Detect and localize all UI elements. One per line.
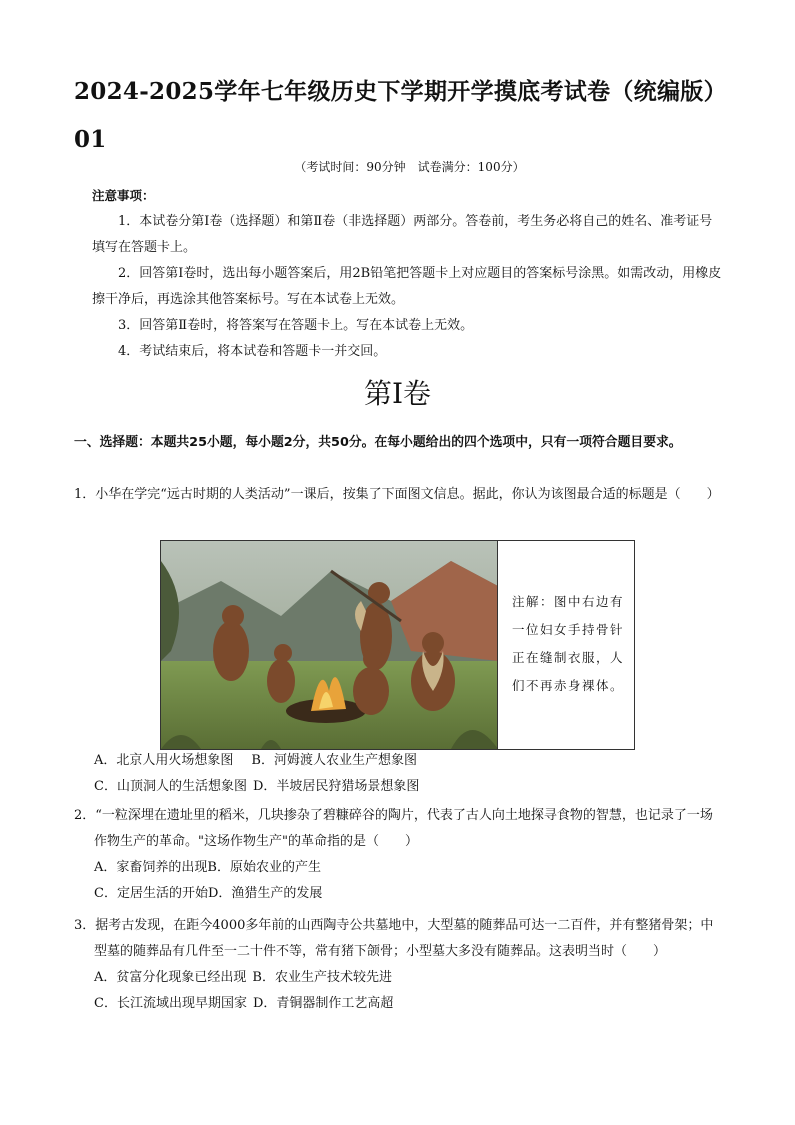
question-1-options [74,748,724,800]
option-row [74,855,724,881]
instructions-heading: 注意事项： [92,188,155,203]
question-1-figure [160,540,635,750]
instruction-item: 1．本试卷分第Ⅰ卷（选择题）和第Ⅱ卷（非选择题）两部分。答卷前，考生务必将自己的姓名、准考证号填写在答题卡上。 [92,214,713,255]
question-stem: 3．据考古发现，在距今4000多年前的山西陶寺公共墓地中，大型墓的随葬品可达一二百件，并有整猪骨架；中型墓的随葬品有几件至一二十件不等，常有猪下颌骨；小型墓大多没有随葬品。这表明当时（ ） [74,918,714,959]
option-d[interactable]: D．青铜器制作工艺高超 [252,996,394,1011]
instruction-item: 2．回答第Ⅰ卷时，选出每小题答案后，用2B铅笔把答题卡上对应题目的答案标号涂黑。如需改动，用橡皮擦干净后，再选涂其他答案标号。写在本试卷上无效。 [92,266,722,307]
volume-title: 第Ⅰ卷 [363,377,432,410]
option-c[interactable]: C．定居生活的开始 [94,886,208,901]
question-stem: 1．小华在学完“远古时期的人类活动”一课后，按集了下面图文信息。据此，你认为该图最合适的标题是（ ） [74,487,720,502]
option-a[interactable]: A．贫富分化现象已经出现 [94,970,247,985]
instruction-item: 4．考试结束后，将本试卷和答题卡一并交回。 [118,344,387,359]
section-heading: 一、选择题：本题共25小题，每小题2分，共50分。在每小题给出的四个选项中，只有一项符合题目要求。 [74,435,682,450]
option-a[interactable]: A．北京人用火场想象图 [94,753,234,768]
instructions [92,183,724,365]
option-b[interactable]: B．河姆渡人农业生产想象图 [251,753,417,768]
option-row [74,748,724,774]
question-1 [74,482,724,508]
exam-info: （考试时间：90分钟 试卷满分：100分） [294,160,525,174]
illustration-drawing [161,541,498,749]
option-row [74,965,724,991]
option-a[interactable]: A．家畜饲养的出现 [94,860,208,875]
figure-annotation: 注解：图中右边有一位妇女手持骨针正在缝制衣服，人们不再赤身裸体。 [512,594,625,693]
option-d[interactable]: D．渔猎生产的发展 [207,886,323,901]
question-3 [74,913,724,1017]
option-row [74,881,724,907]
option-b[interactable]: B．农业生产技术较先进 [252,970,392,985]
question-2 [74,803,724,907]
exam-title: 2024-2025学年七年级历史下学期开学摸底考试卷（统编版）01 [74,78,727,153]
question-stem: 2．“一粒深埋在遗址里的稻米，几块掺杂了碧糠碎谷的陶片，代表了古人向土地探寻食物的智慧，也记录了一场作物生产的革命。"这场作物生产"的革命指的是（ ） [74,808,713,849]
instruction-item: 3．回答第Ⅱ卷时，将答案写在答题卡上。写在本试卷上无效。 [118,318,474,333]
option-c[interactable]: C．山顶洞人的生活想象图 [94,779,247,794]
option-b[interactable]: B．原始农业的产生 [207,860,321,875]
option-d[interactable]: D．半坡居民狩猎场景想象图 [252,779,420,794]
primitive-life-illustration [161,541,498,749]
option-c[interactable]: C．长江流域出现早期国家 [94,996,247,1011]
option-row [74,991,724,1017]
option-row [74,774,724,800]
